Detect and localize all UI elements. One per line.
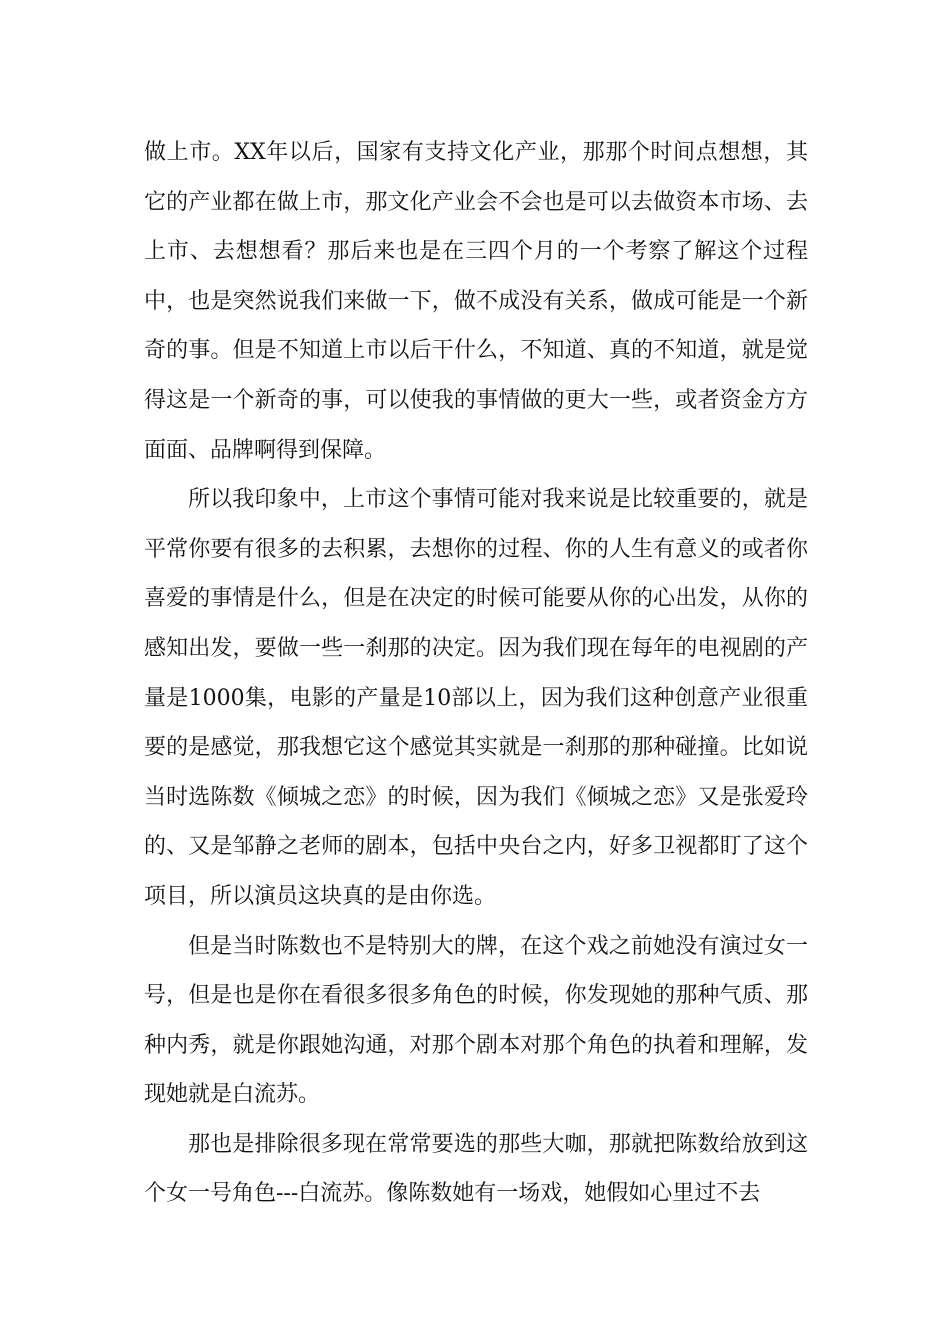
paragraph-4: 那也是排除很多现在常常要选的那些大咖，那就把陈数给放到这个女一号角色---白流苏。像陈数她有一场戏，她假如心里过不去 [144, 1131, 808, 1207]
document-body [144, 128, 808, 1219]
paragraph-3: 但是当时陈数也不是特别大的牌，在这个戏之前她没有演过女一号，但是也是你在看很多很多角色的时候，你发现她的那种气质、那种内秀，就是你跟她沟通，对那个剧本对那个角色的执着和理解，发现她就是白流苏。 [144, 933, 808, 1108]
paragraph-2: 所以我印象中，上市这个事情可能对我来说是比较重要的，就是平常你要有很多的去积累，去想你的过程、你的人生有意义的或者你喜爱的事情是什么，但是在决定的时候可能要从你的心出发，从你的感知出发，要做一些一刹那的决定。因为我们现在每年的电视剧的产量是1000集，电影的产量是10部以上，因为我们这种创意产业很重要的是感觉，那我想它这个感觉其实就是一刹那的那种碰撞。比如说当时选陈数《倾城之恋》的时候，因为我们《倾城之恋》又是张爱玲的、又是邹静之老师的剧本，包括中央台之内，好多卫视都盯了这个项目，所以演员这块真的是由你选。 [144, 487, 808, 909]
paragraph-1: 做上市。XX年以后，国家有支持文化产业，那那个时间点想想，其它的产业都在做上市，那文化产业会不会也是可以去做资本市场、去上市、去想想看？那后来也是在三四个月的一个考察了解这个过程中，也是突然说我们来做一下，做不成没有关系，做成可能是一个新奇的事。但是不知道上市以后干什么，不知道、真的不知道，就是觉得这是一个新奇的事，可以使我的事情做的更大一些，或者资金方方面面、品牌啊得到保障。 [144, 140, 808, 463]
